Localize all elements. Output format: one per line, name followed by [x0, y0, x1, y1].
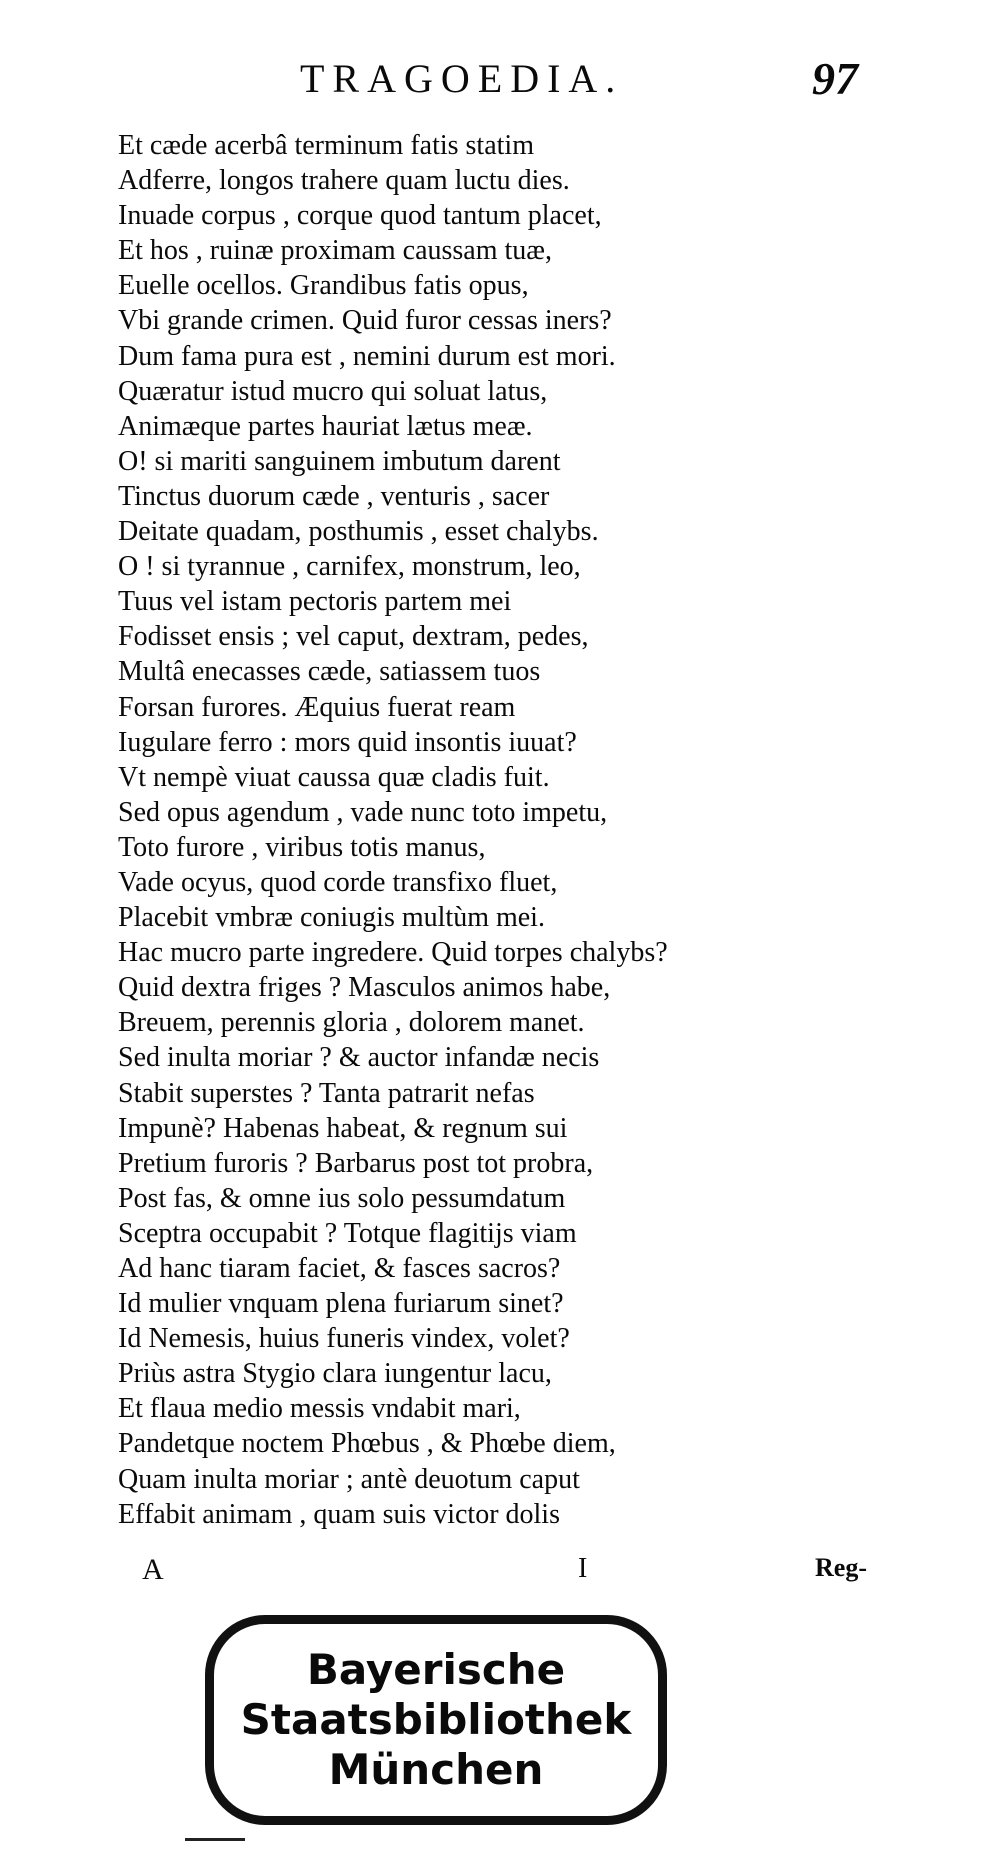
- stamp-line: München: [328, 1745, 544, 1794]
- verse-line: Hac mucro parte ingredere. Quid torpes chalybs?: [118, 937, 668, 969]
- signature-mark: I: [578, 1553, 588, 1584]
- verse-line: Quam inulta moriar ; antè deuotum caput: [118, 1463, 580, 1495]
- verse-line: Vbi grande crimen. Quid furor cessas iners?: [118, 305, 612, 337]
- running-head: TRAGOEDIA.: [300, 56, 624, 101]
- verse-line: Id mulier vnquam plena furiarum sinet?: [118, 1288, 564, 1320]
- verse-line: O ! si tyrannue , carnifex, monstrum, leo,: [118, 551, 581, 583]
- verse-line: Forsan furores. Æquius fuerat ream: [118, 691, 516, 723]
- bottom-rule: [185, 1838, 245, 1841]
- verse-line: Placebit vmbræ coniugis multùm mei.: [118, 902, 545, 934]
- library-stamp: [205, 1615, 667, 1825]
- verse-line: Animæque partes hauriat lætus meæ.: [118, 410, 533, 442]
- verse-line: Tuus vel istam pectoris partem mei: [118, 586, 512, 618]
- verse-line: Multâ enecasses cæde, satiassem tuos: [118, 656, 541, 688]
- verse-line: Post fas, & omne ius solo pessumdatum: [118, 1182, 566, 1214]
- verse-line: Inuade corpus , corque quod tantum placet,: [118, 200, 602, 232]
- verse-line: Toto furore , viribus totis manus,: [118, 831, 486, 863]
- verse-line: Id Nemesis, huius funeris vindex, volet?: [118, 1323, 570, 1355]
- verse-line: Quid dextra friges ? Masculos animos habe,: [118, 972, 611, 1004]
- verse-line: Dum fama pura est , nemini durum est mori.: [118, 340, 616, 372]
- page-number: 97: [812, 53, 858, 104]
- verse-line: Et hos , ruinæ proximam caussam tuæ,: [118, 235, 552, 267]
- verse-line: Impunè? Habenas habeat, & regnum sui: [118, 1112, 568, 1144]
- verse-line: Deitate quadam, posthumis , esset chalybs.: [118, 516, 599, 548]
- verse-line: Sceptra occupabit ? Totque flagitijs viam: [118, 1217, 577, 1249]
- verse-line: Pretium furoris ? Barbarus post tot probra,: [118, 1147, 594, 1179]
- verse-line: Tinctus duorum cæde , venturis , sacer: [118, 480, 550, 512]
- verse-line: Et flaua medio messis vndabit mari,: [118, 1393, 521, 1425]
- stamp-line: Bayerische: [306, 1645, 566, 1694]
- verse-line: Adferre, longos trahere quam luctu dies.: [118, 165, 570, 197]
- verse-line: Stabit superstes ? Tanta patrarit nefas: [118, 1077, 535, 1109]
- verse-line: Breuem, perennis gloria , dolorem manet.: [118, 1007, 585, 1039]
- verse-line: Euelle ocellos. Grandibus fatis opus,: [118, 270, 529, 302]
- verse-line: Fodisset ensis ; vel caput, dextram, pedes,: [118, 621, 589, 653]
- verse-line: Pandetque noctem Phœbus , & Phœbe diem,: [118, 1428, 616, 1460]
- signature-letter: A: [142, 1553, 164, 1586]
- verse-line: Quæratur istud mucro qui soluat latus,: [118, 375, 548, 407]
- catchword: Reg-: [815, 1553, 867, 1582]
- verse-line: Iugulare ferro : mors quid insontis iuuat?: [118, 726, 577, 758]
- verse-line: Priùs astra Stygio clara iungentur lacu,: [118, 1358, 552, 1390]
- verse-line: Vade ocyus, quod corde transfixo fluet,: [118, 866, 558, 898]
- verse-line: Sed inulta moriar ? & auctor infandæ necis: [118, 1042, 600, 1074]
- verse-line: Vt nempè viuat caussa quæ cladis fuit.: [118, 761, 550, 793]
- verse-line: Effabit animam , quam suis victor dolis: [118, 1498, 560, 1530]
- verse-line: O! si mariti sanguinem imbutum darent: [118, 445, 561, 477]
- verse-line: Sed opus agendum , vade nunc toto impetu,: [118, 796, 608, 828]
- verse-line: Ad hanc tiaram faciet, & fasces sacros?: [118, 1253, 561, 1284]
- verse-text: [118, 128, 878, 1532]
- stamp-line: Staatsbibliothek: [240, 1695, 632, 1744]
- verse-line: Et cæde acerbâ terminum fatis statim: [118, 130, 534, 161]
